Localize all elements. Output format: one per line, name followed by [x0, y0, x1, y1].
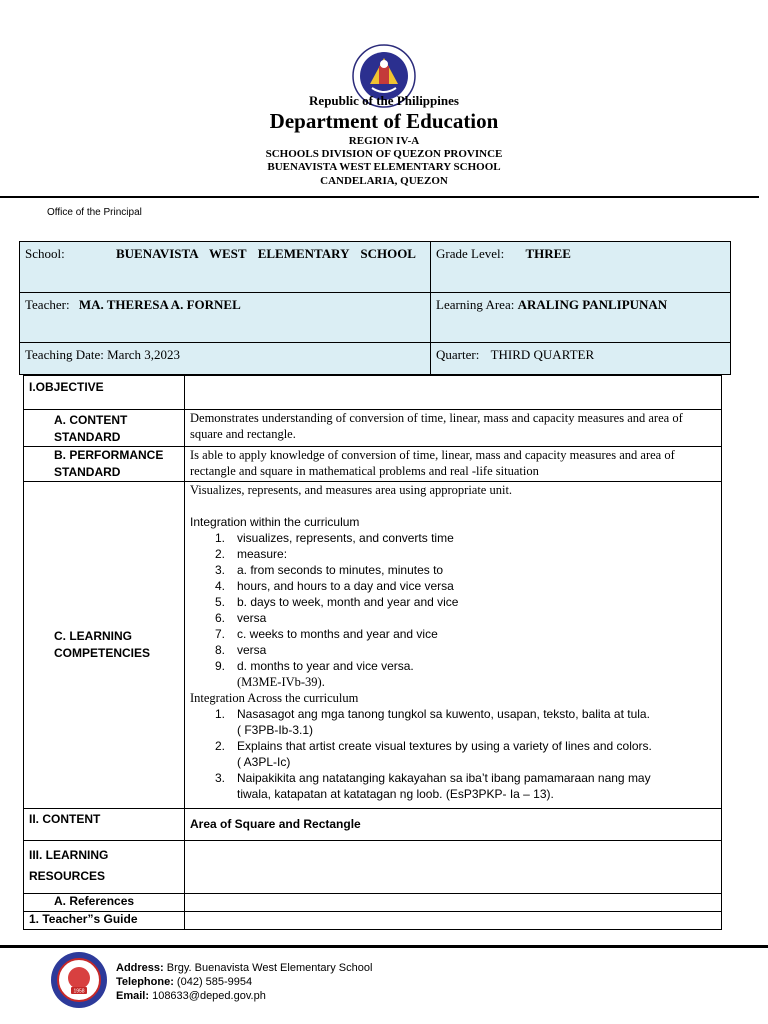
- grade-label: Grade Level:: [436, 246, 505, 261]
- quarter-cell: [430, 342, 731, 375]
- within-curriculum-code: (M3ME-IVb-39).: [237, 675, 325, 689]
- list-item: 3. Naipakikita ang natatanging kakayahan sa iba’t ibang pamamaraan nang may tiwala, katapatan at katatagan ng loob. (EsP3PKP- Ia – 13).: [215, 771, 651, 801]
- footer-telephone: Telephone: (042) 585-9954: [116, 976, 253, 988]
- department-title: Department of Education: [269, 109, 499, 133]
- content-value: Area of Square and Rectangle: [185, 809, 722, 841]
- table-row: [24, 410, 722, 447]
- references-label: A. References: [24, 894, 185, 912]
- table-row: [24, 482, 722, 809]
- quarter-value: THIRD QUARTER: [490, 347, 595, 362]
- learning-area-label: Learning Area:: [436, 297, 515, 312]
- footer-email: Email: 108633@deped.gov.ph: [116, 990, 266, 1002]
- republic-heading: Republic of the Philippines: [309, 93, 459, 108]
- grade-cell: [430, 241, 731, 293]
- objective-heading: I.OBJECTIVE: [24, 376, 185, 410]
- quarter-label: Quarter:: [436, 347, 480, 362]
- lesson-plan-table: [23, 375, 722, 930]
- table-row: [24, 809, 722, 841]
- division-line: SCHOOLS DIVISION OF QUEZON PROVINCE: [265, 148, 503, 160]
- table-row: [24, 447, 722, 482]
- learning-area-value: ARALING PANLIPUNAN: [517, 297, 668, 312]
- svg-text:1958: 1958: [73, 988, 85, 995]
- across-curriculum-list: [190, 706, 716, 802]
- footer-divider: [0, 945, 768, 948]
- table-row: [24, 376, 722, 410]
- table-row: [24, 841, 722, 894]
- performance-standard-label: B. PERFORMANCE STANDARD: [24, 447, 185, 482]
- list-item: 2. measure:: [215, 547, 288, 561]
- grade-value: THREE: [525, 246, 571, 261]
- learning-area-cell: [430, 292, 731, 343]
- town-line: CANDELARIA, QUEZON: [320, 175, 448, 187]
- teaching-date-value: March 3,2023: [107, 347, 181, 362]
- school-cell: [19, 241, 431, 293]
- school-line: BUENAVISTA WEST ELEMENTARY SCHOOL: [267, 161, 501, 173]
- list-item: 1. Nasasagot ang mga tanong tungkol sa kuwento, usapan, teksto, balita at tula. ( F3PB-Ib-3.1): [215, 707, 650, 737]
- list-item: 9. d. months to year and vice versa.: [215, 659, 414, 673]
- content-label: II. CONTENT: [24, 809, 185, 841]
- across-curriculum-title: Integration Across the curriculum: [190, 691, 359, 705]
- within-curriculum-list: [190, 530, 716, 674]
- teacher-label: Teacher:: [25, 297, 70, 312]
- teachers-guide-label: 1. Teacher”s Guide: [24, 912, 185, 930]
- list-item: 5. b. days to week, month and year and vice: [215, 595, 459, 609]
- table-row: [24, 912, 722, 930]
- table-row: [24, 894, 722, 912]
- list-item: 3. a. from seconds to minutes, minutes to: [215, 563, 444, 577]
- office-label: Office of the Principal: [47, 207, 142, 218]
- performance-standard-text: Is able to apply knowledge of conversion of time, linear, mass and capacity measures and area of rectangle and square in mathematical problems and real -life situation: [185, 447, 722, 482]
- region-line: REGION IV-A: [348, 135, 420, 147]
- teacher-cell: [19, 292, 431, 343]
- learning-resources-label: III. LEARNING RESOURCES: [24, 841, 185, 894]
- within-curriculum-title: Integration within the curriculum: [190, 515, 360, 529]
- footer-address: Address: Brgy. Buenavista West Elementary School: [116, 962, 373, 974]
- header-divider: [0, 196, 759, 198]
- teaching-date-label: Teaching Date:: [25, 347, 104, 362]
- teacher-value: MA. THERESA A. FORNEL: [78, 297, 241, 312]
- list-item: 7. c. weeks to months and year and vice: [215, 627, 438, 641]
- list-item: 2. Explains that artist create visual textures by using a variety of lines and colors. ( A3PL-Ic): [215, 739, 652, 769]
- competency-intro: Visualizes, represents, and measures area using appropriate unit.: [190, 483, 513, 497]
- school-value: BUENAVISTA WEST ELEMENTARY SCHOOL: [115, 246, 416, 261]
- teaching-date-cell: [19, 342, 431, 375]
- learning-competencies-cell: [185, 482, 722, 809]
- school-label: School:: [25, 246, 65, 261]
- content-standard-label: A. CONTENT STANDARD: [24, 410, 185, 447]
- list-item: 4. hours, and hours to a day and vice versa: [215, 579, 454, 593]
- content-standard-text: Demonstrates understanding of conversion of time, linear, mass and capacity measures and area of square and rectangle.: [185, 410, 722, 447]
- school-seal-logo: [50, 951, 108, 1009]
- list-item: 8. versa: [215, 643, 267, 657]
- learning-competencies-label: C. LEARNING COMPETENCIES: [24, 482, 185, 809]
- list-item: 1. visualizes, represents, and converts time: [215, 531, 454, 545]
- list-item: 6. versa: [215, 611, 267, 625]
